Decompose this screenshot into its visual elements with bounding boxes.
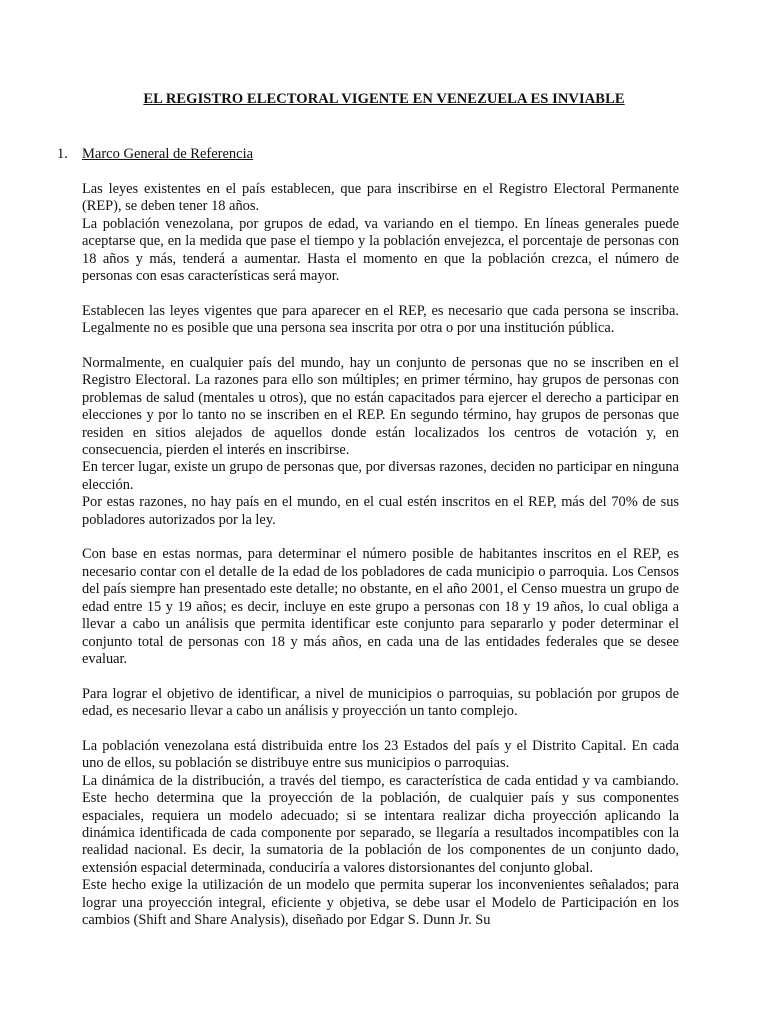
document-title: EL REGISTRO ELECTORAL VIGENTE EN VENEZUELA ES INVIABLE [143,91,625,107]
paragraph: Las leyes existentes en el país establecen, que para inscribirse en el Registro Electoral Permanente (REP), se deben tener 18 años. [82,181,679,215]
paragraph: Normalmente, en cualquier país del mundo, hay un conjunto de personas que no se inscriben en el Registro Electoral. La razones para ello son múltiples; en primer término, hay grupos de personas con problemas de salud (mentales u otros), que no están capacitados para ejercer el derecho a participar en elecciones y por lo tanto no se inscriben en el REP. En segundo término, hay grupos de personas que residen en sitios alejados de aquellos donde están localizados los centros de votación y, en consecuencia, pierden el interés en inscribirse. [82,355,679,459]
section-heading [57,146,253,163]
paragraph: Por estas razones, no hay país en el mundo, en el cual estén inscritos en el REP, más del 70% de sus pobladores autorizados por la ley. [82,494,679,528]
section-number: 1. [57,146,68,162]
paragraph: La población venezolana, por grupos de edad, va variando en el tiempo. En líneas generales puede aceptarse que, en la medida que pase el tiempo y la población envejezca, el porcentaje de personas con 18 años y más, tenderá a aumentar. Hasta el momento en que la población crezca, el número de personas con esas características será mayor. [82,215,679,285]
paragraph: Este hecho exige la utilización de un modelo que permita superar los inconvenientes señalados; para lograr una proyección integral, eficiente y objetiva, se debe usar el Modelo de Participación en los cambios (Shift and Share Analysis), diseñado por Edgar S. Dunn Jr. Su [82,877,679,928]
paragraph: Para lograr el objetivo de identificar, a nivel de municipios o parroquias, su población por grupos de edad, es necesario llevar a cabo un análisis y proyección un tanto complejo. [82,685,679,720]
paragraph: Establecen las leyes vigentes que para aparecer en el REP, es necesario que cada persona se inscriba. Legalmente no es posible que una persona sea inscrita por otra o por una institución pública. [82,302,679,337]
paragraph: Con base en estas normas, para determinar el número posible de habitantes inscritos en el REP, es necesario contar con el detalle de la edad de los pobladores de cada municipio o parroquia. Los Censos del país siempre han presentado este detalle; no obstante, en el año 2001, el Censo muestra un grupo de edad entre 15 y 19 años; es decir, incluye en este grupo a personas con 18 y 19 años, lo cual obliga a llevar a cabo un análisis que permita identificar este conjunto para separarlo y poder determinar el conjunto total de personas con 18 y más años, en cada una de las entidades federales que se desee evaluar. [82,546,679,667]
document-body [82,181,679,929]
paragraph: En tercer lugar, existe un grupo de personas que, por diversas razones, deciden no participar en ninguna elección. [82,459,679,493]
paragraph: La población venezolana está distribuida entre los 23 Estados del país y el Distrito Capital. En cada uno de ellos, su población se distribuye entre sus municipios o parroquias. [82,737,679,772]
section-heading-text: Marco General de Referencia [82,146,254,162]
paragraph: La dinámica de la distribución, a través del tiempo, es característica de cada entidad y va cambiando. Este hecho determina que la proyección de la población, de cualquier país y sus componentes espaciales, requiera un modelo adecuado; si se intentara realizar dicha proyección aplicando la dinámica identificada de cada componente por separado, se llegaría a resultados incompatibles con la realidad nacional. Es decir, la sumatoria de la población de los componentes de un conjunto dado, extensión espacial determinada, conduciría a valores distorsionantes del conjunto global. [82,772,679,876]
